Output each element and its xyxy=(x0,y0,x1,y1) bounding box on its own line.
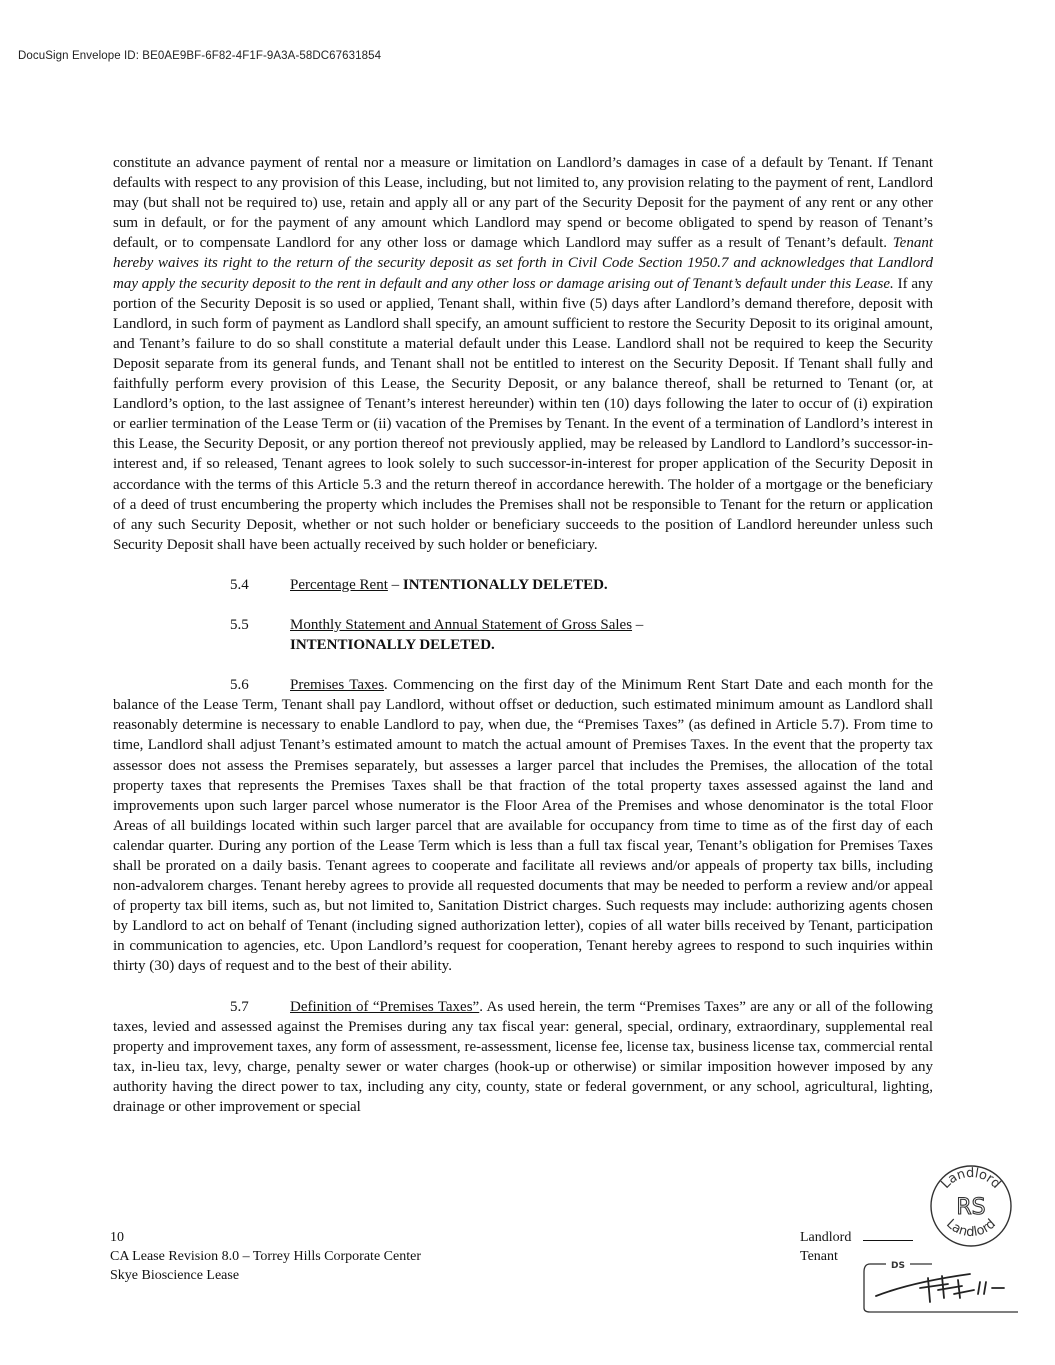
security-deposit-paragraph xyxy=(113,153,933,555)
section-5-4-status: INTENTIONALLY DELETED. xyxy=(402,576,608,593)
lease-revision: CA Lease Revision 8.0 – Torrey Hills Corporate Center xyxy=(110,1249,421,1264)
docusign-ds-label: DS xyxy=(891,1261,905,1271)
section-5-4 xyxy=(113,575,933,595)
section-5-4-number: 5.4 xyxy=(230,576,249,593)
section-5-7-title: Definition of “Premises Taxes” xyxy=(290,998,480,1015)
lease-body xyxy=(113,153,933,1117)
tenant-label: Tenant xyxy=(800,1249,838,1264)
section-5-4-separator: – xyxy=(387,576,403,593)
security-deposit-text-1: constitute an advance payment of rental nor a measure or limitation on Landlord’s damages in case of a default by Tenant. If Tenant defaults with respect to any provision of this Lease, including, but not limited to, any provision relating to the payment of rent, Landlord may (but shall not be required to) use, retain and apply all or any part of the Security Deposit for the payment of any rent or any other sum in default, or for the payment of any amount which Landlord may spend or become obligated to spend by reason of Tenant’s default, or to compensate Landlord for any other loss or damage which Landlord may suffer as a result of Tenant’s default. xyxy=(113,155,933,252)
tenant-signature-box xyxy=(862,1258,1020,1314)
page-number: 10 xyxy=(110,1230,124,1245)
landlord-initials-line xyxy=(863,1240,913,1241)
section-5-6-text: . Commencing on the first day of the Minimum Rent Start Date and each month for the balance of the Lease Term, Tenant shall pay Landlord, without offset or deduction, such estimated minimum amount as Landlord shall reasonably determine is necessary to enable Landlord to pay, when due, the “Premises Taxes” (as defined in Article 5.7). From time to time, Landlord shall adjust Tenant’s estimated amount to match the actual amount of Premises Taxes. In the event that the property tax assessor does not assess the Premises separately, but assesses a larger parcel that includes the Premises, the allocation of the total property taxes that represents the Premises Taxes shall be that fraction of the total property taxes assessed against the land and improvements upon such larger parcel whose numerator is the Floor Area of the Premises and whose denominator is the total Floor Areas of all buildings located within such larger parcel that are available for occupancy from time to time as of the first day of each calendar quarter. During any portion of the Lease Term which is less than a full tax fiscal year, Tenant’s obligation for Premises Taxes shall be prorated on a daily basis. Tenant agrees to cooperate and facilitate all reviews and/or appeals of property tax bills, including non-advalorem charges. Tenant hereby agrees to provide all requested documents that may be needed to perform a review and/or appeal of property tax bill items, such as, but not limited to, Sanitation District charges. Such requests may include: authorizing agents chosen by Landlord to act on behalf of Tenant (including signed authorization letter), copies of all water bills received by Tenant, participation in communication to agencies, etc. Upon Landlord’s request for cooperation, Tenant hereby agrees to respond to such inquiries within thirty (30) days of request and to the best of their ability. xyxy=(113,677,933,975)
section-5-5-separator: – xyxy=(632,616,644,633)
section-5-6-title: Premises Taxes xyxy=(290,677,385,694)
security-deposit-text-2: If any portion of the Security Deposit is so used or applied, Tenant shall, within five (5) days after Landlord’s demand therefore, deposit with Landlord, in such form of payment as Landlord shall specify, an amount sufficient to restore the Security Deposit to its original amount, and Tenant’s failure to do so shall constitute a material default under this Lease. Landlord shall not be required to keep the Security Deposit separate from its general funds, and Tenant shall not be entitled to interest on the Security Deposit. If Tenant shall fully and faithfully perform every provision of this Lease, the Security Deposit, or any balance thereof, shall be returned to Tenant (or, at Landlord’s option, to the last assignee of Tenant’s interest hereunder) within ten (10) days following the later to occur of (i) expiration or earlier termination of the Lease Term or (ii) vacation of the Premises by Tenant. In the event of a termination of Landlord’s interest in this Lease, the Security Deposit, or any portion thereof not previously applied, may be released by Landlord to Landlord’s successor-in-interest and, if so released, Tenant agrees to look solely to such successor-in-interest for proper application of the Security Deposit in accordance with the terms of this Article 5.3 and the return thereof in accordance herewith. The holder of a mortgage or the beneficiary of a deed of trust encumbering the property which includes the Premises shall not be responsible to Tenant for the return or application of any such Security Deposit, whether or not such holder or beneficiary succeeds to the position of Landlord hereunder unless such Security Deposit shall have been actually received by such holder or beneficiary. xyxy=(113,275,933,553)
stamp-text-top: Landlord xyxy=(938,1165,1004,1192)
stamp-text-bottom: Landlord xyxy=(943,1216,999,1241)
section-5-4-title: Percentage Rent xyxy=(290,576,388,593)
docusign-envelope-id: DocuSign Envelope ID: BE0AE9BF-6F82-4F1F-9A3A-58DC67631854 xyxy=(18,50,382,62)
footer-left xyxy=(110,1228,421,1285)
section-5-5-number: 5.5 xyxy=(230,616,249,633)
section-5-6-number: 5.6 xyxy=(230,677,249,694)
section-5-5 xyxy=(113,615,933,655)
stamp-initials: RS xyxy=(956,1195,986,1220)
landlord-initials-row xyxy=(800,1228,913,1247)
tenant-initials-signature xyxy=(876,1274,1004,1302)
section-5-7-number: 5.7 xyxy=(230,998,249,1015)
landlord-initials-stamp xyxy=(928,1163,1014,1249)
section-5-5-title: Monthly Statement and Annual Statement of Gross Sales xyxy=(290,616,633,633)
security-deposit-waiver-italic: Tenant hereby waives its right to the return of the security deposit as set forth in Civil Code Section 1950.7 and acknowledges that Landlord may apply the security deposit to the rent in default and any other loss or damage arising out of Tenant’s default under this Lease. xyxy=(113,235,933,292)
section-5-5-status: INTENTIONALLY DELETED. xyxy=(290,637,495,654)
section-5-7 xyxy=(113,997,933,1118)
lease-name: Skye Bioscience Lease xyxy=(110,1268,240,1283)
section-5-6 xyxy=(113,675,933,976)
section-5-7-text: . As used herein, the term “Premises Taxes” are any or all of the following taxes, levied and assessed against the Premises during any tax fiscal year: general, special, ordinary, extraordinary, supplemental real property and improvement taxes, any form of assessment, re-assessment, license fee, license tax, business license tax, commercial rental tax, in-lieu tax, levy, charge, penalty sewer or water charges (hook-up or otherwise) or similar imposition however imposed by any authority having the direct power to tax, including any city, county, state or federal government, or any school, agricultural, lighting, drainage or other improvement or special xyxy=(113,998,933,1116)
landlord-label: Landlord xyxy=(800,1230,852,1245)
